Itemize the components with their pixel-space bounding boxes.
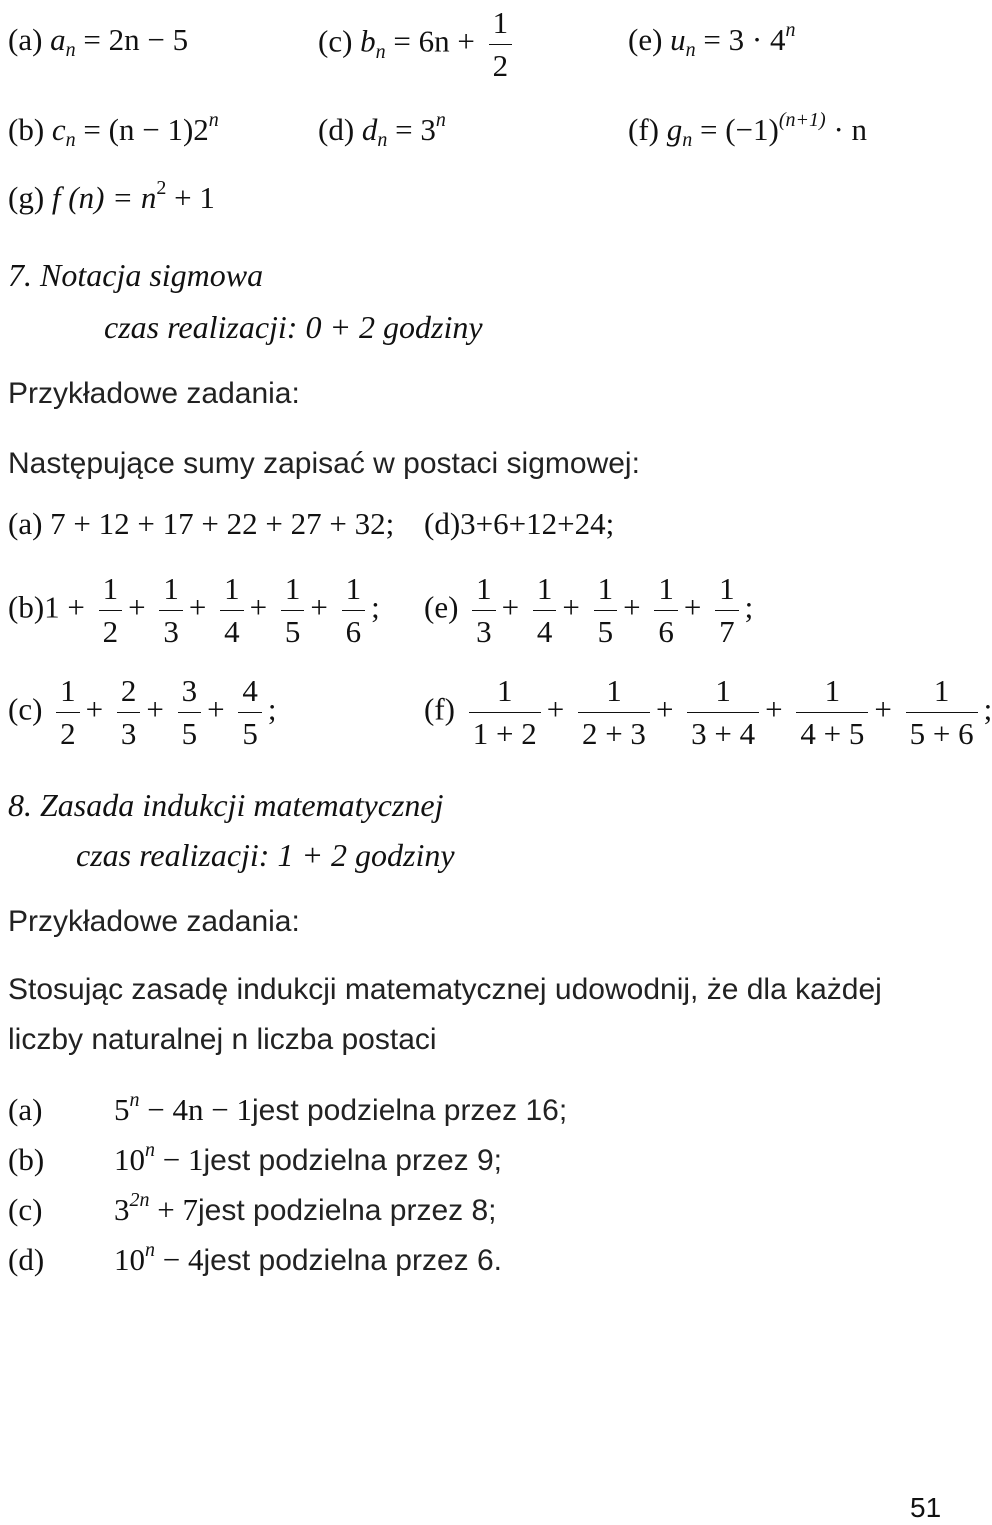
seq-a: (a) an = 2n − 5 bbox=[8, 22, 189, 61]
section-8-title: 8. Zasada indukcji matematycznej bbox=[8, 787, 444, 823]
induction-b: (b) 10$^n$ − 1jest podzielna przez 9; bbox=[8, 1139, 502, 1177]
seq-e: (e) un = $3 \cdot 4^n$ bbox=[628, 19, 796, 61]
seq-b: (b) cn = $(n - 1)2^n$ bbox=[8, 109, 219, 151]
seq-c: (c) bn = 6n + $\frac{1}{2}$ bbox=[318, 6, 518, 83]
seq-d: (d) dn = $3^n$ bbox=[318, 109, 446, 151]
section-7-time: czas realizacji: 0 + 2 godziny bbox=[104, 309, 483, 345]
sum-e: (e) $\frac{1}{3}$ + $\frac{1}{4}$ + $\frac{1}{5}$ + $\frac{1}{6}$ + $\frac{1}{7}$ ; bbox=[424, 571, 754, 649]
sum-f: (f) $\frac{1}{1 + 2}$ + $\frac{1}{2 + 3}$ + $\frac{1}{3 + 4}$ + $\frac{1}{4 + 5}$ + $\frac{1}{5 + 6}$ ; bbox=[424, 673, 992, 751]
sum-b: (b)1 + $\frac{1}{2}$ + $\frac{1}{3}$ + $\frac{1}{4}$ + $\frac{1}{5}$ + $\frac{1}{6}$ ; bbox=[8, 571, 380, 649]
induction-d: (d) 10$^n$ − 4jest podzielna przez 6. bbox=[8, 1239, 502, 1277]
induction-a: (a) 5$^n$ − 4n − 1jest podzielna przez 16; bbox=[8, 1089, 568, 1127]
sum-c: (c) $\frac{1}{2}$ + $\frac{2}{3}$ + $\frac{3}{5}$ + $\frac{4}{5}$ ; bbox=[8, 673, 277, 751]
section-8-time: czas realizacji: 1 + 2 godziny bbox=[76, 837, 455, 873]
section-7-task: Następujące sumy zapisać w postaci sigmowej: bbox=[8, 447, 640, 480]
seq-g: (g) f $(n) = n^2 + 1$ bbox=[8, 177, 215, 215]
sum-a: (a) 7 + 12 + 17 + 22 + 27 + 32; bbox=[8, 506, 395, 541]
section-7-title: 7. Notacja sigmowa bbox=[8, 257, 264, 293]
sum-d: (d)3+6+12+24; bbox=[424, 506, 615, 541]
induction-c: (c) $3^{2n}$ + 7jest podzielna przez 8; bbox=[8, 1189, 497, 1227]
section-8-task-line1: Stosując zasadę indukcji matematycznej udowodnij, że dla każdej bbox=[8, 973, 882, 1006]
section-8-task-line2: liczby naturalnej n liczba postaci bbox=[8, 1023, 437, 1056]
fraction: $\frac{1}{2}$ bbox=[489, 6, 513, 83]
page-number: 51 bbox=[910, 1492, 942, 1523]
section-7-examples: Przykładowe zadania: bbox=[8, 377, 300, 410]
section-8-examples: Przykładowe zadania: bbox=[8, 905, 300, 938]
seq-f: (f) gn = $(-1)^{(n+1)} \cdot n$ bbox=[628, 109, 868, 151]
